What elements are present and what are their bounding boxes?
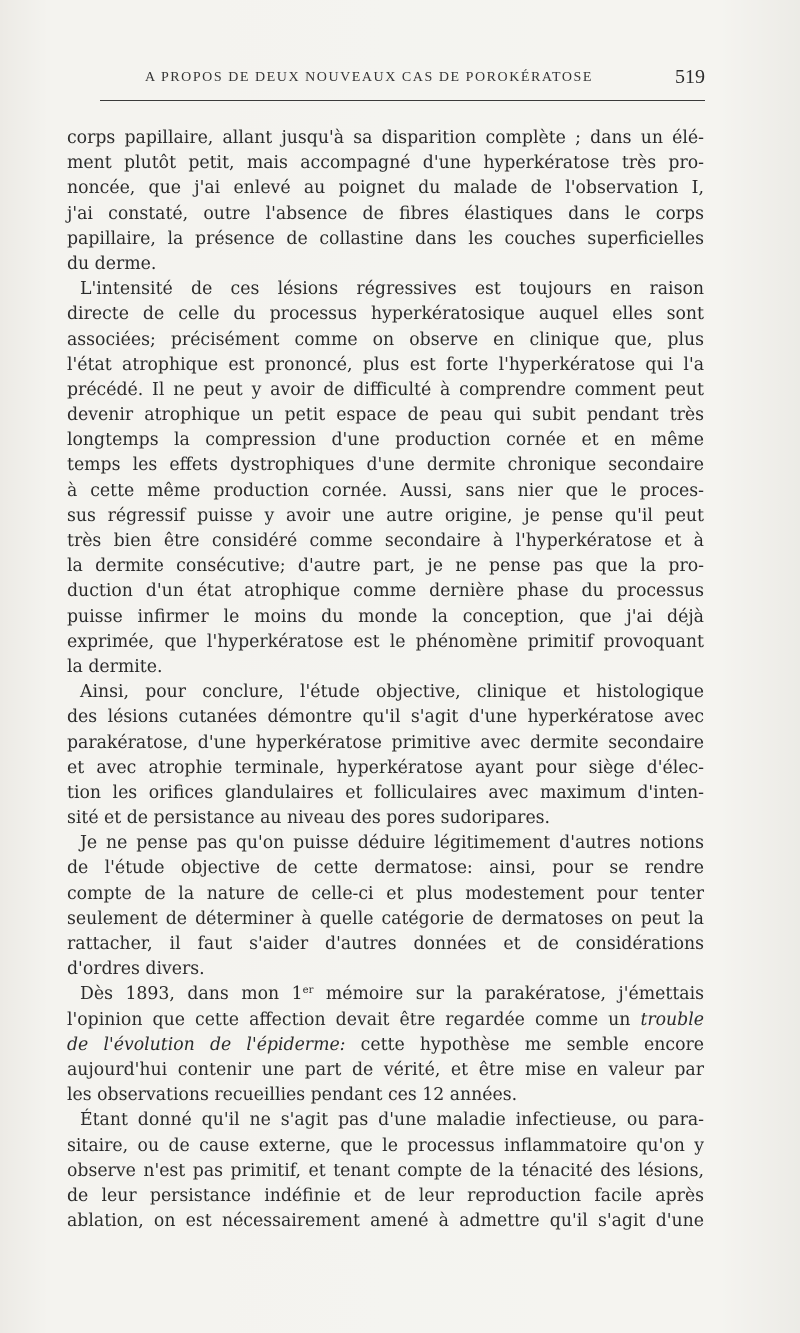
text-line: Dès 1893, dans mon 1er mémoire sur la parakératose, j'émettais <box>80 984 704 1005</box>
text-line: observe n'est pas primitif, et tenant compte de la ténacité des lésions, <box>67 1160 704 1181</box>
text-line: l'opinion que cette affection devait être regardée comme un trouble <box>67 1009 704 1030</box>
paragraph <box>67 126 704 277</box>
text-line: précédé. Il ne peut y avoir de difficulté à comprendre comment peut <box>67 379 704 400</box>
text-line: ment plutôt petit, mais accompagné d'une hyperkératose très pro- <box>67 153 704 174</box>
paragraph <box>67 277 704 680</box>
text-line: de l'étude objective de cette dermatose: ainsi, pour se rendre <box>67 858 704 879</box>
body-text <box>67 126 704 1234</box>
text-line: duction d'un état atrophique comme dernière phase du processus <box>67 581 704 602</box>
text-line: les observations recueillies pendant ces 12 années. <box>67 1085 518 1106</box>
text-line: la dermite consécutive; d'autre part, je ne pense pas que la pro- <box>67 556 704 577</box>
text-line: des lésions cutanées démontre qu'il s'agit d'une hyperkératose avec <box>67 707 704 728</box>
text-line: et avec atrophie terminale, hyperkératose ayant pour siège d'élec- <box>67 757 704 778</box>
text-line: Ainsi, pour conclure, l'étude objective, clinique et histologique <box>80 682 704 703</box>
paragraph <box>67 680 704 831</box>
text-line: devenir atrophique un petit espace de peau qui subit pendant très <box>67 405 704 426</box>
text-line: papillaire, la présence de collastine dans les couches superficielles <box>67 228 704 249</box>
running-head <box>145 66 705 90</box>
text-line: sité et de persistance au niveau des pores sudoripares. <box>67 808 551 829</box>
text-line: l'état atrophique est prononcé, plus est forte l'hyperkératose qui l'a <box>67 354 704 375</box>
text-line: de leur persistance indéfinie et de leur reproduction facile après <box>67 1185 704 1206</box>
text-line: associées; précisément comme on observe en clinique que, plus <box>67 329 704 350</box>
text-line: temps les effets dystrophiques d'une dermite chronique secondaire <box>67 455 704 476</box>
paragraph <box>67 831 704 982</box>
text-line: aujourd'hui contenir une part de vérité, et être mise en valeur par <box>67 1059 704 1080</box>
text-line: Étant donné qu'il ne s'agit pas d'une maladie infectieuse, ou para- <box>80 1110 704 1131</box>
text-line: longtemps la compression d'une production cornée et en même <box>67 430 704 451</box>
text-line: la dermite. <box>67 656 163 677</box>
text-line: sus régressif puisse y avoir une autre origine, je pense qu'il peut <box>67 505 704 526</box>
text-line: puisse infirmer le moins du monde la conception, que j'ai déjà <box>67 606 704 627</box>
text-line: Je ne pense pas qu'on puisse déduire légitimement d'autres notions <box>80 833 704 854</box>
text-line: à cette même production cornée. Aussi, sans nier que le proces- <box>67 480 704 501</box>
page-number: 519 <box>675 66 705 88</box>
text-line: rattacher, il faut s'aider d'autres données et de considérations <box>67 934 704 954</box>
text-line: très bien être considéré comme secondaire à l'hyperkératose et à <box>67 531 704 551</box>
text-line: exprimée, que l'hyperkératose est le phénomène primitif provoquant <box>67 631 704 652</box>
text-line: corps papillaire, allant jusqu'à sa disparition complète ; dans un élé- <box>67 128 704 148</box>
running-title: A PROPOS DE DEUX NOUVEAUX CAS DE POROKÉRATOSE <box>145 70 593 85</box>
text-line: parakératose, d'une hyperkératose primitive avec dermite secondaire <box>67 732 704 753</box>
text-line: d'ordres divers. <box>67 959 205 980</box>
text-line: ablation, on est nécessairement amené à admettre qu'il s'agit d'une <box>67 1211 704 1232</box>
header-rule <box>100 100 705 101</box>
paragraph <box>67 1108 704 1234</box>
text-line: noncée, que j'ai enlevé au poignet du malade de l'observation I, <box>67 178 704 199</box>
paragraph <box>67 982 704 1108</box>
text-line: seulement de déterminer à quelle catégorie de dermatoses on peut la <box>67 908 704 929</box>
text-line: de l'évolution de l'épiderme: cette hypothèse me semble encore <box>67 1034 704 1055</box>
text-line: tion les orifices glandulaires et folliculaires avec maximum d'inten- <box>67 782 704 803</box>
text-line: du derme. <box>67 253 157 274</box>
text-line: sitaire, ou de cause externe, que le processus inflammatoire qu'on y <box>67 1135 704 1156</box>
text-line: compte de la nature de celle-ci et plus modestement pour tenter <box>67 883 704 904</box>
text-line: j'ai constaté, outre l'absence de fibres élastiques dans le corps <box>67 203 704 224</box>
text-line: L'intensité de ces lésions régressives est toujours en raison <box>80 279 704 300</box>
text-line: directe de celle du processus hyperkératosique auquel elles sont <box>67 304 704 325</box>
